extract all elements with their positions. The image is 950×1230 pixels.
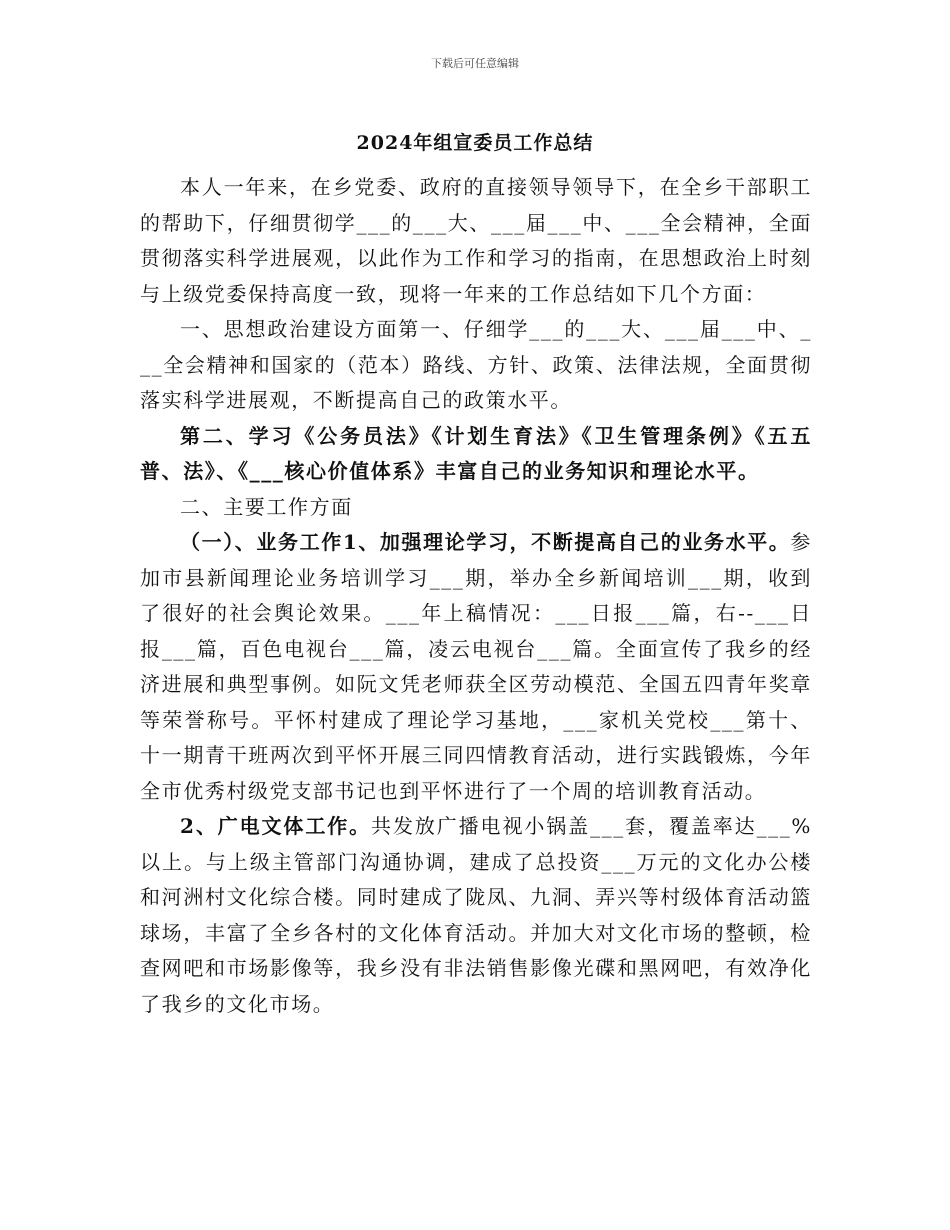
- document-body: [140, 170, 812, 1022]
- broadcast-culture-heading: 2、广电文体工作。: [180, 814, 372, 838]
- header-note: 下载后可任意编辑: [431, 57, 519, 70]
- business-work-paragraph: [140, 525, 812, 809]
- broadcast-culture-paragraph: [140, 809, 812, 1022]
- business-work-text: 参加市县新闻理论业务培训学习___期，举办全乡新闻培训___期，收到了很好的社会舆论效果。___年上稿情况：___日报___篇，右--___日报___篇，百色电视台___篇，凌云电视台___篇。全面宣传了我乡的经济进展和典型事例。如阮文凭老师获全区劳动模范、全国五四青年奖章等荣誉称号。平怀村建成了理论学习基地，___家机关党校___第十、十一期青干班两次到平怀开展三同四情教育活动，进行实践锻炼，今年全市优秀村级党支部书记也到平怀进行了一个周的培训教育活动。: [140, 530, 812, 803]
- business-work-heading: （一）、业务工作1、加强理论学习，不断提高自己的业务水平。: [180, 530, 791, 554]
- section-one-paragraph: 一、思想政治建设方面第一、仔细学___的___大、___届___中、___全会精神和国家的（范本）路线、方针、政策、法律法规，全面贯彻落实科学进展观，不断提高自己的政策水平。: [140, 317, 812, 412]
- broadcast-culture-text: 共发放广播电视小锅盖___套，覆盖率达___%以上。与上级主管部门沟通协调，建成了总投资___万元的文化办公楼和河洲村文化综合楼。同时建成了陇凤、九洞、弄兴等村级体育活动篮球场，丰富了全乡各村的文化体育活动。并加大对文化市场的整顿，检查网吧和市场影像等，我乡没有非法销售影像光碟和黑网吧，有效净化了我乡的文化市场。: [140, 814, 812, 1016]
- section-two-heading: 二、主要工作方面: [180, 494, 353, 519]
- intro-paragraph: 本人一年来，在乡党委、政府的直接领导领导下，在全乡干部职工的帮助下，仔细贯彻学___的___大、___届___中、___全会精神，全面贯彻落实科学进展观，以此作为工作和学习的指南，在思想政治上时刻与上级党委保持高度一致，现将一年来的工作总结如下几个方面：: [140, 175, 812, 306]
- study-laws-paragraph: 第二、学习《公务员法》《计划生育法》《卫生管理条例》《五五普、法》、《___核心价值体系》丰富自己的业务知识和理论水平。: [140, 423, 812, 483]
- document-title: 2024年组宣委员工作总结: [356, 132, 594, 154]
